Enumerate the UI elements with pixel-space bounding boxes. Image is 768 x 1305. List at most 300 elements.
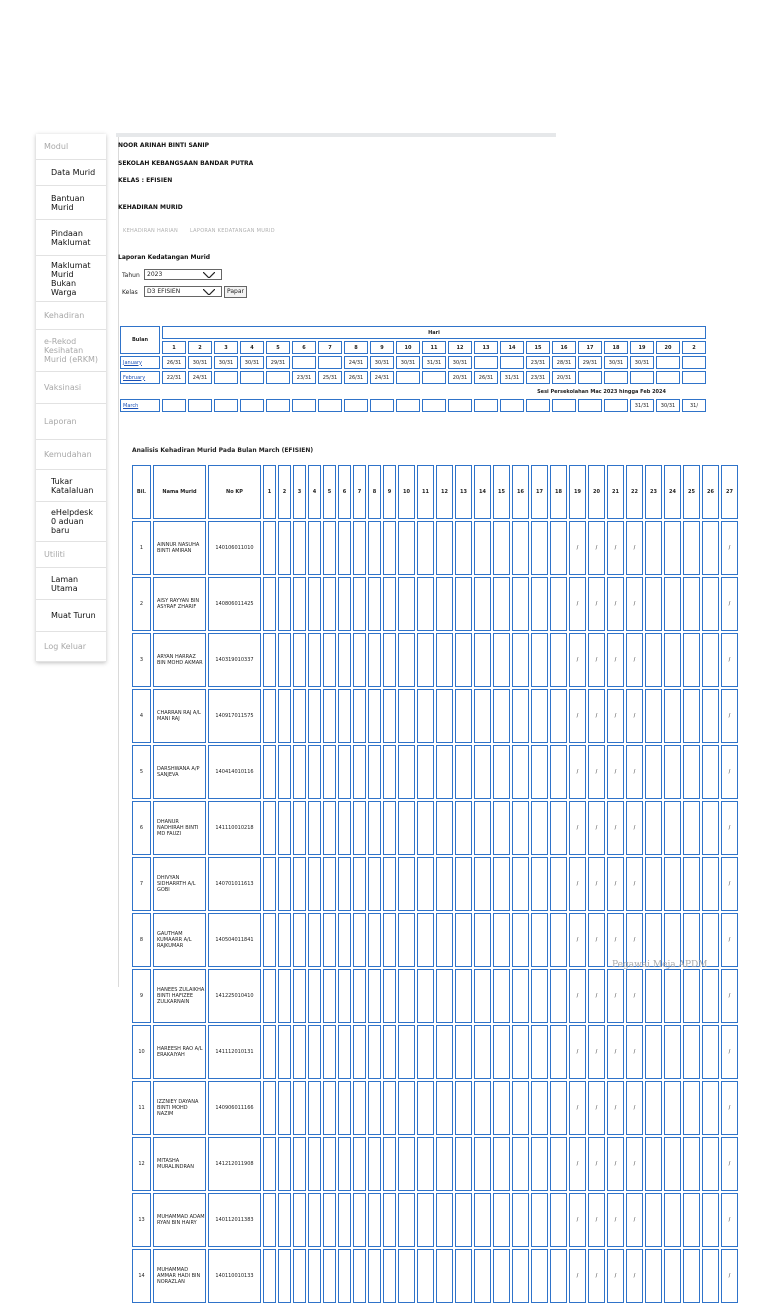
- day-cell: [368, 913, 381, 967]
- sidebar-item-tukar-katalaluan[interactable]: Tukar Katalaluan: [36, 470, 106, 502]
- day-cell: [263, 857, 276, 911]
- attendance-cell: [162, 399, 186, 412]
- day-cell: /: [588, 577, 605, 631]
- day-cell: [683, 1025, 700, 1079]
- day-cell: [531, 1137, 548, 1191]
- day-cell: [383, 689, 396, 743]
- day-cell: [323, 1081, 336, 1135]
- papar-button[interactable]: Papar: [224, 286, 247, 298]
- day-header: 11: [422, 341, 446, 354]
- day-cell: [293, 1137, 306, 1191]
- attendance-cell: 30/31: [448, 356, 472, 369]
- day-cell: [293, 857, 306, 911]
- day-cell: [436, 745, 453, 799]
- attendance-cell: 25/31: [318, 371, 342, 384]
- student-nokp: 140414010116: [208, 745, 261, 799]
- day-cell: [550, 521, 567, 575]
- day-cell: [645, 913, 662, 967]
- day-header: 16: [552, 341, 576, 354]
- day-cell: [308, 1081, 321, 1135]
- day-cell: [645, 969, 662, 1023]
- day-cell: [383, 969, 396, 1023]
- sidebar-item-modul[interactable]: Modul: [36, 134, 106, 160]
- day-cell: [455, 577, 472, 631]
- day-cell: [293, 1081, 306, 1135]
- day-cell: [493, 969, 510, 1023]
- day-header: 12: [436, 465, 453, 519]
- student-name: DHANUR NADHIRAH BINTI MD FAUZI: [153, 801, 206, 855]
- student-name: MUHAMMAD AMMAR HADI BIN NORAZLAN: [153, 1249, 206, 1303]
- day-cell: /: [607, 521, 624, 575]
- day-cell: [368, 801, 381, 855]
- day-cell: /: [721, 969, 738, 1023]
- watermark: Pegawai Meja APDM: [612, 960, 708, 970]
- day-cell: [436, 969, 453, 1023]
- day-cell: [263, 689, 276, 743]
- monthly-attendance-table: [118, 324, 708, 414]
- student-bil: 1: [132, 521, 151, 575]
- day-cell: [436, 1081, 453, 1135]
- attendance-cell: 31/31: [422, 356, 446, 369]
- day-cell: [550, 633, 567, 687]
- day-cell: /: [607, 1193, 624, 1247]
- day-cell: [664, 1137, 681, 1191]
- day-cell: [338, 1249, 351, 1303]
- attendance-cell: [344, 399, 368, 412]
- day-cell: [664, 745, 681, 799]
- attendance-cell: [188, 399, 212, 412]
- student-bil: 3: [132, 633, 151, 687]
- day-cell: /: [569, 857, 586, 911]
- day-cell: [493, 1025, 510, 1079]
- day-header: 9: [370, 341, 394, 354]
- day-cell: /: [569, 1249, 586, 1303]
- day-cell: /: [721, 521, 738, 575]
- day-cell: [474, 801, 491, 855]
- day-header: 25: [683, 465, 700, 519]
- day-cell: /: [721, 1137, 738, 1191]
- class-select[interactable]: [144, 286, 222, 297]
- day-cell: [278, 801, 291, 855]
- student-name: CHARRAN RAJ A/L MANI RAJ: [153, 689, 206, 743]
- day-cell: [455, 745, 472, 799]
- day-header: 27: [721, 465, 738, 519]
- day-cell: /: [588, 857, 605, 911]
- sidebar-item-e-rekod-kesihatan-murid-erkm-[interactable]: e-Rekod Kesihatan Murid (eRKM): [36, 330, 106, 372]
- day-header: 2: [278, 465, 291, 519]
- attendance-cell: [422, 399, 446, 412]
- student-nokp: 140806011425: [208, 577, 261, 631]
- day-cell: /: [721, 1025, 738, 1079]
- student-nokp: 140110010133: [208, 1249, 261, 1303]
- day-cell: [293, 801, 306, 855]
- day-cell: [512, 801, 529, 855]
- attendance-cell: [656, 356, 680, 369]
- sidebar-item-kehadiran[interactable]: Kehadiran: [36, 302, 106, 330]
- day-cell: [308, 1137, 321, 1191]
- day-cell: [323, 857, 336, 911]
- day-header: 15: [526, 341, 550, 354]
- day-cell: [353, 745, 366, 799]
- day-cell: /: [607, 801, 624, 855]
- day-cell: [398, 913, 415, 967]
- attendance-cell: 23/31: [526, 356, 550, 369]
- student-bil: 10: [132, 1025, 151, 1079]
- day-cell: [474, 1193, 491, 1247]
- day-cell: [474, 1081, 491, 1135]
- day-cell: [383, 577, 396, 631]
- day-cell: [368, 745, 381, 799]
- day-cell: [531, 913, 548, 967]
- day-cell: /: [607, 1081, 624, 1135]
- day-cell: [550, 1249, 567, 1303]
- attendance-cell: [474, 399, 498, 412]
- attendance-cell: [656, 371, 680, 384]
- sidebar-item-data-murid[interactable]: Data Murid: [36, 160, 106, 186]
- attendance-cell: 30/31: [630, 356, 654, 369]
- student-bil: 8: [132, 913, 151, 967]
- sub-tabs: [123, 228, 285, 234]
- day-cell: [308, 969, 321, 1023]
- day-cell: [455, 1193, 472, 1247]
- attendance-cell: 30/31: [656, 399, 680, 412]
- class-select-label: Kelas: [122, 289, 138, 296]
- day-cell: /: [626, 913, 643, 967]
- day-cell: /: [721, 689, 738, 743]
- day-cell: [683, 1137, 700, 1191]
- day-cell: [702, 1249, 719, 1303]
- year-select[interactable]: [144, 269, 222, 280]
- day-header: 9: [383, 465, 396, 519]
- day-cell: /: [588, 1249, 605, 1303]
- student-nokp: 140917011575: [208, 689, 261, 743]
- student-nokp: 141212011908: [208, 1137, 261, 1191]
- day-cell: [550, 1081, 567, 1135]
- student-row: [132, 1137, 738, 1191]
- day-cell: /: [588, 745, 605, 799]
- day-cell: [338, 969, 351, 1023]
- day-cell: /: [569, 577, 586, 631]
- day-cell: [308, 689, 321, 743]
- day-cell: [338, 521, 351, 575]
- sidebar-item-laman-utama[interactable]: Laman Utama: [36, 568, 106, 600]
- day-cell: [645, 577, 662, 631]
- student-bil: 14: [132, 1249, 151, 1303]
- attendance-cell: 23/31: [292, 371, 316, 384]
- student-name: AISY RAYYAN BIN ASYRAF ZHARIF: [153, 577, 206, 631]
- day-cell: /: [607, 577, 624, 631]
- sidebar-item-ehelpdesk-0-aduan-baru[interactable]: eHelpdesk 0 aduan baru: [36, 502, 106, 542]
- day-cell: [531, 689, 548, 743]
- day-cell: [702, 745, 719, 799]
- student-bil: 9: [132, 969, 151, 1023]
- student-bil: 5: [132, 745, 151, 799]
- month-link-january[interactable]: January: [120, 356, 160, 369]
- day-cell: [493, 1193, 510, 1247]
- attendance-cell: [500, 399, 524, 412]
- sidebar-item-laporan[interactable]: Laporan: [36, 404, 106, 440]
- tab-kehadiran-harian[interactable]: KEHADIRAN HARIAN: [123, 228, 179, 234]
- day-cell: [645, 857, 662, 911]
- day-cell: [664, 521, 681, 575]
- day-cell: [417, 577, 434, 631]
- day-cell: /: [569, 913, 586, 967]
- day-cell: [512, 1249, 529, 1303]
- month-link-march[interactable]: March: [120, 399, 160, 412]
- day-cell: [368, 521, 381, 575]
- day-cell: [263, 745, 276, 799]
- day-cell: [417, 1081, 434, 1135]
- day-cell: [338, 801, 351, 855]
- day-cell: /: [569, 1081, 586, 1135]
- table-header-row: [120, 326, 706, 339]
- day-header: 14: [474, 465, 491, 519]
- day-cell: [338, 689, 351, 743]
- day-cell: /: [588, 913, 605, 967]
- day-cell: /: [607, 745, 624, 799]
- day-cell: [645, 1025, 662, 1079]
- sidebar-item-log-keluar[interactable]: Log Keluar: [36, 632, 106, 662]
- sidebar-item-maklumat-murid-bukan-warga[interactable]: Maklumat Murid Bukan Warga: [36, 256, 106, 302]
- day-cell: [455, 969, 472, 1023]
- day-cell: [368, 1081, 381, 1135]
- day-header: 6: [338, 465, 351, 519]
- day-header: 4: [308, 465, 321, 519]
- attendance-cell: [682, 371, 706, 384]
- student-bil: 11: [132, 1081, 151, 1135]
- day-cell: /: [607, 969, 624, 1023]
- day-cell: [368, 577, 381, 631]
- day-cell: [383, 801, 396, 855]
- day-cell: [417, 521, 434, 575]
- day-cell: /: [626, 1193, 643, 1247]
- day-cell: [531, 1025, 548, 1079]
- day-cell: /: [569, 633, 586, 687]
- day-header: 16: [512, 465, 529, 519]
- day-cell: [263, 1193, 276, 1247]
- attendance-cell: 31/: [682, 399, 706, 412]
- attendance-cell: [500, 356, 524, 369]
- student-name: AINNUR NASUHA BINTI AMIRAN: [153, 521, 206, 575]
- day-cell: [702, 521, 719, 575]
- day-cell: [664, 913, 681, 967]
- day-header: 13: [474, 341, 498, 354]
- day-cell: [417, 1025, 434, 1079]
- class-label: KELAS : EFISIEN: [118, 177, 173, 184]
- day-cell: /: [626, 521, 643, 575]
- day-cell: [353, 857, 366, 911]
- day-cell: [338, 1081, 351, 1135]
- day-cell: [512, 633, 529, 687]
- attendance-cell: 30/31: [604, 356, 628, 369]
- day-cell: [398, 1025, 415, 1079]
- day-cell: [531, 801, 548, 855]
- student-name: HAREESH RAO A/L ERAKAIYAH: [153, 1025, 206, 1079]
- nama-header: Nama Murid: [153, 465, 206, 519]
- attendance-cell: [604, 399, 628, 412]
- day-cell: [293, 913, 306, 967]
- day-header: 7: [353, 465, 366, 519]
- year-label: Tahun: [122, 272, 140, 279]
- day-header: 10: [396, 341, 420, 354]
- sidebar-item-pindaan-maklumat[interactable]: Pindaan Maklumat: [36, 220, 106, 256]
- attendance-cell: [396, 399, 420, 412]
- day-header: 22: [626, 465, 643, 519]
- day-cell: [308, 1249, 321, 1303]
- day-cell: /: [588, 969, 605, 1023]
- day-cell: [293, 1025, 306, 1079]
- day-cell: [417, 913, 434, 967]
- day-cell: [308, 577, 321, 631]
- day-cell: [417, 1137, 434, 1191]
- student-row: [132, 1081, 738, 1135]
- day-cell: /: [607, 1025, 624, 1079]
- day-cell: [383, 745, 396, 799]
- day-cell: [645, 801, 662, 855]
- day-cell: /: [588, 521, 605, 575]
- day-cell: [323, 1025, 336, 1079]
- day-cell: [278, 689, 291, 743]
- sidebar-item-kemudahan[interactable]: Kemudahan: [36, 440, 106, 470]
- student-row: [132, 521, 738, 575]
- day-cell: /: [607, 689, 624, 743]
- day-cell: /: [569, 521, 586, 575]
- day-cell: [493, 1081, 510, 1135]
- day-cell: [512, 745, 529, 799]
- day-cell: [383, 1193, 396, 1247]
- day-cell: [436, 1249, 453, 1303]
- student-name: MITASHA MURALINDRAN: [153, 1137, 206, 1191]
- day-cell: [550, 577, 567, 631]
- tab-laporan-kedatangan[interactable]: LAPORAN KEDATANGAN MURID: [189, 228, 275, 234]
- user-name: NOOR ARINAH BINTI SANIP: [118, 142, 210, 149]
- day-cell: [368, 969, 381, 1023]
- day-cell: [550, 913, 567, 967]
- day-cell: [512, 969, 529, 1023]
- attendance-cell: 30/31: [396, 356, 420, 369]
- day-cell: [455, 857, 472, 911]
- day-header: 18: [550, 465, 567, 519]
- attendance-cell: [578, 399, 602, 412]
- day-cell: [493, 521, 510, 575]
- day-cell: [550, 1193, 567, 1247]
- attendance-cell: 26/31: [162, 356, 186, 369]
- day-cell: [645, 1249, 662, 1303]
- day-cell: [353, 1137, 366, 1191]
- day-cell: [263, 801, 276, 855]
- day-header: 21: [607, 465, 624, 519]
- sidebar-item-bantuan-murid[interactable]: Bantuan Murid: [36, 186, 106, 220]
- day-cell: [353, 1081, 366, 1135]
- day-cell: [493, 801, 510, 855]
- day-cell: [683, 577, 700, 631]
- day-header: 20: [588, 465, 605, 519]
- attendance-cell: [240, 399, 264, 412]
- day-cell: /: [607, 1137, 624, 1191]
- sidebar-item-vaksinasi[interactable]: Vaksinasi: [36, 372, 106, 404]
- day-cell: [417, 689, 434, 743]
- month-link-february[interactable]: February: [120, 371, 160, 384]
- day-cell: [308, 801, 321, 855]
- sidebar-item-utiliti[interactable]: Utiliti: [36, 542, 106, 568]
- day-cell: [338, 1137, 351, 1191]
- student-row: [132, 1249, 738, 1303]
- day-cell: [493, 1249, 510, 1303]
- student-nokp: 140319010337: [208, 633, 261, 687]
- attendance-cell: [292, 356, 316, 369]
- day-cell: [323, 801, 336, 855]
- day-cell: [683, 1193, 700, 1247]
- day-cell: [436, 857, 453, 911]
- day-header: 17: [578, 341, 602, 354]
- day-cell: [531, 1081, 548, 1135]
- day-cell: [368, 1137, 381, 1191]
- day-cell: /: [607, 1249, 624, 1303]
- student-row: [132, 857, 738, 911]
- day-cell: [702, 857, 719, 911]
- day-cell: [645, 1137, 662, 1191]
- attendance-cell: 31/31: [630, 399, 654, 412]
- attendance-cell: 24/31: [344, 356, 368, 369]
- day-cell: [353, 801, 366, 855]
- table-header-row: [132, 465, 738, 519]
- day-cell: [383, 633, 396, 687]
- day-cell: [683, 633, 700, 687]
- day-cell: [417, 1249, 434, 1303]
- attendance-cell: [266, 371, 290, 384]
- attendance-cell: [396, 371, 420, 384]
- day-cell: [474, 633, 491, 687]
- student-bil: 7: [132, 857, 151, 911]
- day-cell: [293, 521, 306, 575]
- day-cell: [493, 745, 510, 799]
- sidebar-item-muat-turun[interactable]: Muat Turun: [36, 600, 106, 632]
- day-cell: [293, 969, 306, 1023]
- session-note: Sesi Persekolahan Mac 2023 hingga Feb 2024: [537, 388, 666, 395]
- attendance-cell: [292, 399, 316, 412]
- day-cell: [323, 745, 336, 799]
- day-cell: [664, 1025, 681, 1079]
- analysis-title: Analisis Kehadiran Murid Pada Bulan March (EFISIEN): [132, 447, 314, 454]
- day-cell: [398, 1081, 415, 1135]
- day-cell: [436, 577, 453, 631]
- student-row: [132, 689, 738, 743]
- day-cell: [474, 1137, 491, 1191]
- day-cell: [368, 689, 381, 743]
- section-title: KEHADIRAN MURID: [118, 204, 183, 211]
- session-row: [120, 386, 706, 397]
- day-cell: [702, 913, 719, 967]
- student-nokp: 140504011841: [208, 913, 261, 967]
- day-cell: [353, 689, 366, 743]
- day-cell: [474, 745, 491, 799]
- day-cell: [474, 577, 491, 631]
- day-header: 2: [682, 341, 706, 354]
- day-cell: [455, 521, 472, 575]
- day-cell: [338, 633, 351, 687]
- year-value: 2023: [147, 271, 163, 278]
- day-cell: [383, 1081, 396, 1135]
- attendance-cell: [318, 399, 342, 412]
- nokp-header: No KP: [208, 465, 261, 519]
- day-cell: [263, 1249, 276, 1303]
- report-title: Laporan Kedatangan Murid: [118, 254, 211, 261]
- day-header: 7: [318, 341, 342, 354]
- day-cell: [398, 577, 415, 631]
- day-header: 26: [702, 465, 719, 519]
- attendance-cell: [682, 356, 706, 369]
- attendance-cell: [214, 371, 238, 384]
